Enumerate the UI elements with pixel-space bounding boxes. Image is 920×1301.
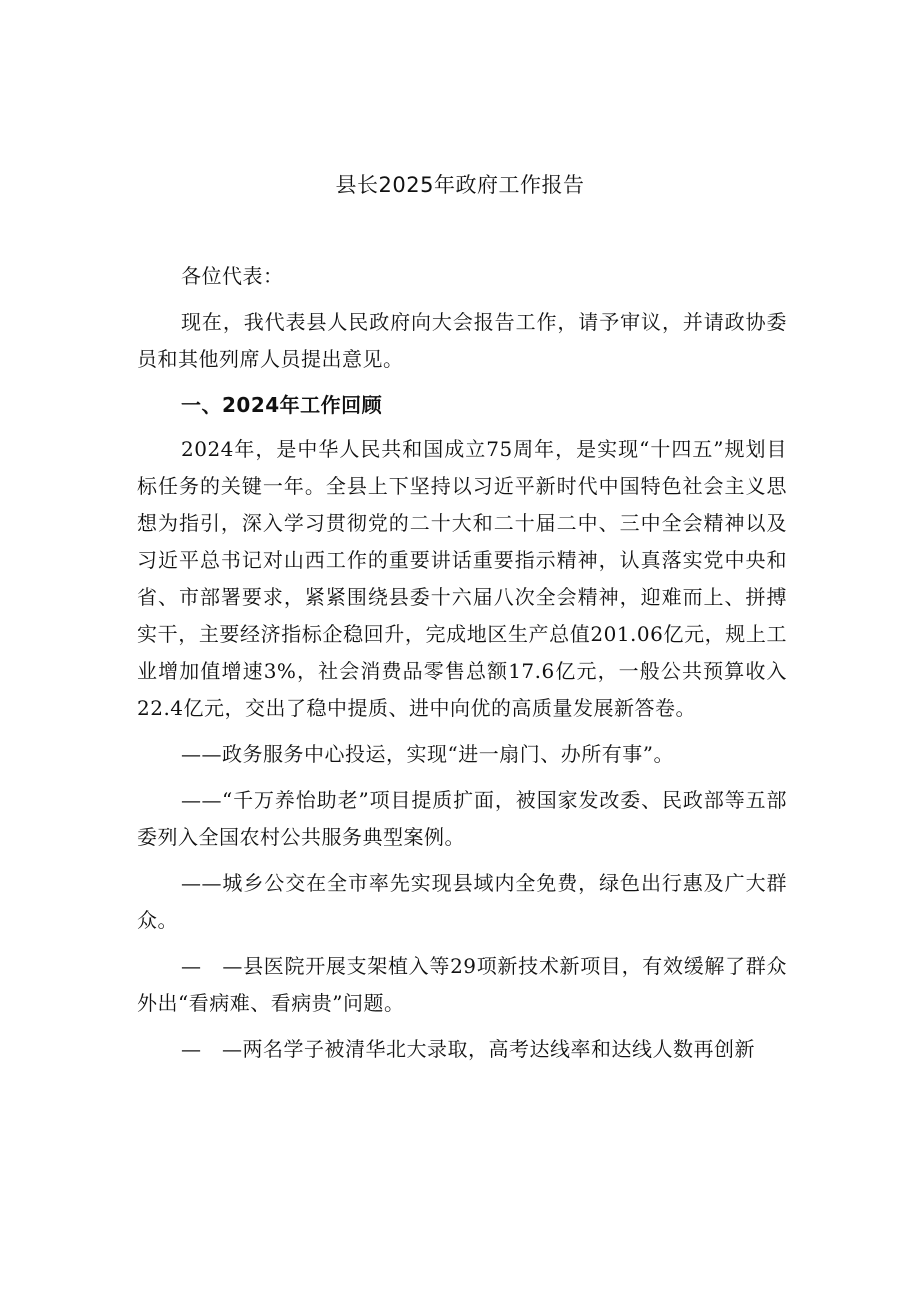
section-heading: 一、2024年工作回顾 bbox=[181, 393, 383, 417]
highlight-item: ——城乡公交在全市率先实现县域内全免费，绿色出行惠及广大群众。 bbox=[137, 871, 787, 932]
document-body bbox=[137, 258, 787, 1077]
highlight-item: ——政务服务中心投运，实现“进一扇门、办所有事”。 bbox=[181, 742, 674, 766]
highlight-item: ——“千万养怡助老”项目提质扩面，被国家发改委、民政部等五部委列入全国农村公共服务典型案例。 bbox=[137, 788, 787, 849]
greeting: 各位代表： bbox=[181, 264, 284, 288]
summary-paragraph: 2024年，是中华人民共和国成立75周年，是实现“十四五”规划目标任务的关键一年。全县上下坚持以习近平新时代中国特色社会主义思想为指引，深入学习贯彻党的二十大和二十届二中、三中全会精神以及习近平总书记对山西工作的重要讲话重要指示精神，认真落实党中央和省、市部署要求，紧紧围绕县委十六届八次全会精神，迎难而上、拼搏实干，主要经济指标企稳回升，完成地区生产总值201.06亿元，规上工业增加值增速3%，社会消费品零售总额17.6亿元，一般公共预算收入22.4亿元，交出了稳中提质、进中向优的高质量发展新答卷。 bbox=[137, 437, 787, 720]
document-title: 县长2025年政府工作报告 bbox=[335, 173, 585, 197]
highlight-item: — —两名学子被清华北大录取，高考达线率和达线人数再创新 bbox=[181, 1037, 755, 1061]
highlight-item: — —县医院开展支架植入等29项新技术新项目，有效缓解了群众外出“看病难、看病贵”问题。 bbox=[137, 954, 787, 1015]
intro-paragraph: 现在，我代表县人民政府向大会报告工作，请予审议，并请政协委员和其他列席人员提出意见。 bbox=[137, 310, 787, 371]
